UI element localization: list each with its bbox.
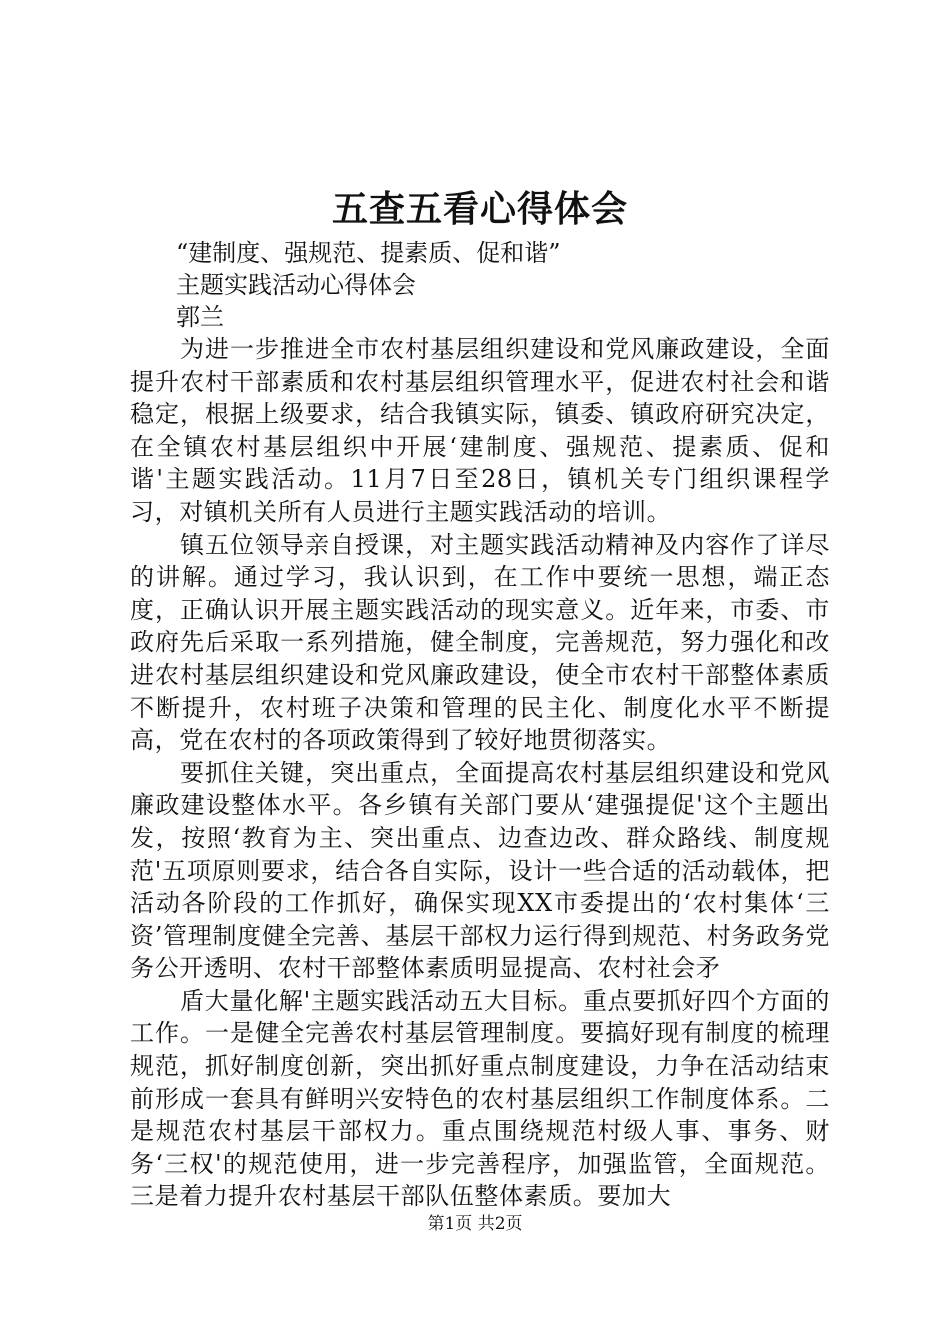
document-page: [130, 185, 830, 1213]
author-name: 郭兰: [176, 303, 224, 331]
body-paragraph-1: 为进一步推进全市农村基层组织建设和党风廉政建设，全面提升农村干部素质和农村基层组织管理水平，促进农村社会和谐稳定，根据上级要求，结合我镇实际，镇委、镇政府研究决定，在全镇农村基层组织中开展‘建制度、强规范、提素质、促和谐'主题实践活动。11月7日至28日，镇机关专门组织课程学习，对镇机关所有人员进行主题实践活动的培训。: [130, 335, 830, 526]
subtitle-line-1: “建制度、强规范、提素质、促和谐”: [176, 239, 561, 267]
body-paragraph-2: 镇五位领导亲自授课，对主题实践活动精神及内容作了详尽的讲解。通过学习，我认识到，在工作中要统一思想，端正态度，正确认识开展主题实践活动的现实意义。近年来，市委、市政府先后采取一系列措施，健全制度，完善规范，努力强化和改进农村基层组织建设和党风廉政建设，使全市农村干部整体素质不断提升，农村班子决策和管理的民主化、制度化水平不断提高，党在农村的各项政策得到了较好地贯彻落实。: [130, 530, 830, 755]
document-title: 五查五看心得体会: [331, 188, 628, 230]
page-footer: 第1页 共2页: [427, 1214, 523, 1234]
body-paragraph-4: 盾大量化解'主题实践活动五大目标。重点要抓好四个方面的工作。一是健全完善农村基层管理制度。要搞好现有制度的梳理规范，抓好制度创新，突出抓好重点制度建设，力争在活动结束前形成一套具有鲜明兴安特色的农村基层组织工作制度体系。二是规范农村基层干部权力。重点围绕规范村级人事、事务、财务‘三权'的规范使用，进一步完善程序，加强监管，全面规范。三是着力提升农村基层干部队伍整体素质。要加大: [130, 986, 830, 1211]
body-paragraph-3: 要抓住关键，突出重点，全面提高农村基层组织建设和党风廉政建设整体水平。各乡镇有关部门要从‘建强提促'这个主题出发，按照‘教育为主、突出重点、边查边改、群众路线、制度规范'五项原则要求，结合各自实际，设计一些合适的活动载体，把活动各阶段的工作抓好，确保实现XX市委提出的‘农村集体‘三资’管理制度健全完善、基层干部权力运行得到规范、村务政务党务公开透明、农村干部整体素质明显提高、农村社会矛: [130, 758, 830, 983]
subtitle-line-2: 主题实践活动心得体会: [176, 271, 416, 299]
